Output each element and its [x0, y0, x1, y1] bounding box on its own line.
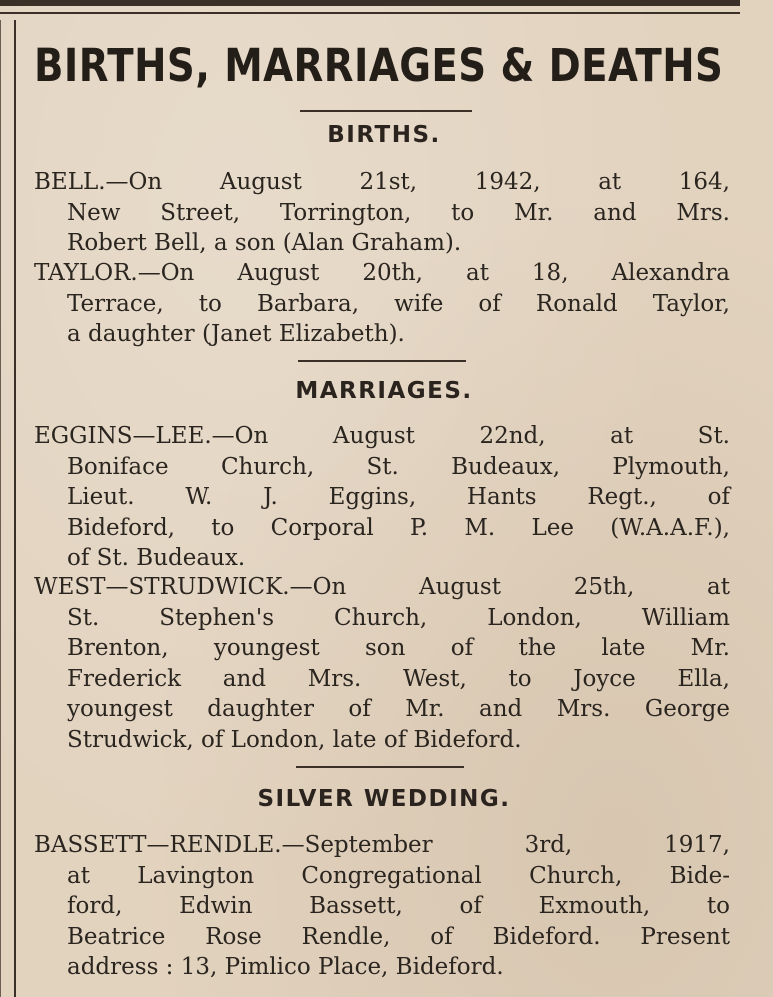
page-title: BIRTHS, MARRIAGES & DEATHS [34, 39, 724, 92]
anniversary-notice [34, 830, 730, 983]
notice-line: Beatrice Rose Rendle, of Bideford. Present [67, 923, 730, 950]
section-divider [298, 360, 466, 362]
top-border-rule-thin [0, 12, 740, 14]
notice-line: BELL.—On August 21st, 1942, at 164, [34, 169, 730, 195]
notice-line: Brenton, youngest son of the late Mr. [67, 635, 730, 661]
notice-line: Strudwick, of London, late of Bideford. [67, 726, 522, 753]
marriage-notice [34, 421, 730, 574]
section-heading-silver-wedding: SILVER WEDDING. [257, 786, 511, 812]
birth-notice [34, 258, 730, 350]
notice-line: TAYLOR.—On August 20th, at 18, Alexandra [34, 260, 730, 286]
column-rule [14, 20, 16, 997]
section-divider [300, 110, 472, 112]
notice-line: Robert Bell, a son (Alan Graham). [67, 230, 462, 256]
notice-line: Frederick and Mrs. West, to Joyce Ella, [67, 665, 730, 692]
notice-line: address : 13, Pimlico Place, Bideford. [67, 954, 504, 980]
notice-line: Lieut. W. J. Eggins, Hants Regt., of [67, 484, 730, 510]
birth-notice [34, 167, 730, 259]
notice-line: New Street, Torrington, to Mr. and Mrs. [67, 199, 730, 226]
notice-line: of St. Budeaux. [67, 545, 246, 571]
notice-line: Boniface Church, St. Budeaux, Plymouth, [67, 453, 730, 480]
section-heading-births: BIRTHS. [327, 122, 441, 148]
notice-line: at Lavington Congregational Church, Bide- [67, 862, 730, 889]
notice-line: a daughter (Janet Elizabeth). [67, 321, 405, 347]
marriage-notice [34, 572, 730, 755]
notice-line: Terrace, to Barbara, wife of Ronald Taylor, [67, 290, 730, 317]
column-rule-thin [0, 20, 1, 997]
top-border-rule [0, 0, 740, 6]
notice-line: EGGINS—LEE.—On August 22nd, at St. [34, 423, 730, 449]
notice-line: BASSETT—RENDLE.—September 3rd, 1917, [34, 832, 730, 858]
notice-line: WEST—STRUDWICK.—On August 25th, at [34, 574, 730, 600]
section-heading-marriages: MARRIAGES. [295, 378, 473, 404]
section-divider [296, 766, 464, 768]
notice-line: youngest daughter of Mr. and Mrs. George [67, 696, 730, 722]
notice-line: St. Stephen's Church, London, William [67, 604, 730, 631]
notice-line: Bideford, to Corporal P. M. Lee (W.A.A.F.), [67, 514, 730, 541]
notice-line: ford, Edwin Bassett, of Exmouth, to [67, 893, 730, 919]
